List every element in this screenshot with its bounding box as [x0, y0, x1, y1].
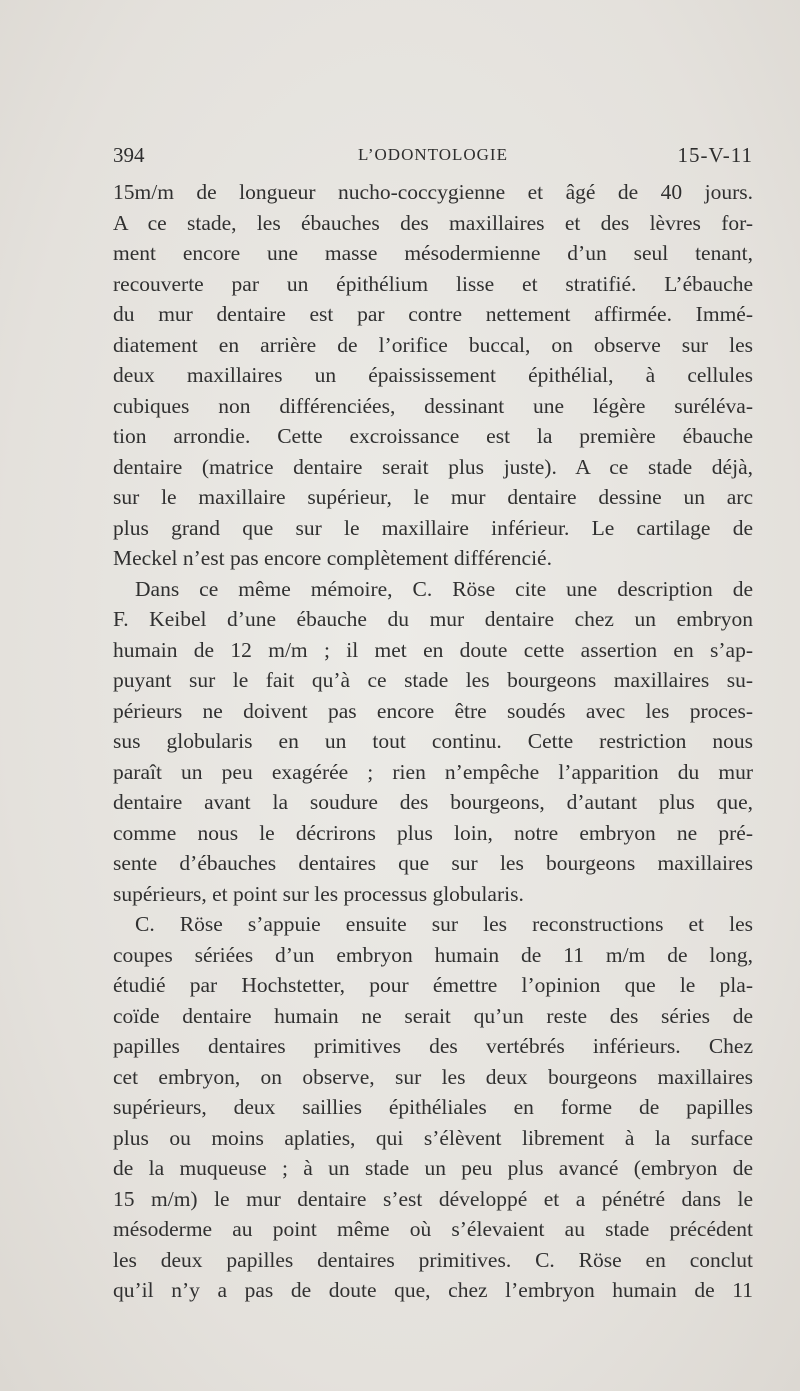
text-line: du mur dentaire est par contre nettement affirmée. Immé- — [113, 302, 753, 326]
text-line: F. Keibel d’une ébauche du mur dentaire chez un embryon — [113, 607, 753, 631]
text-line: Dans ce même mémoire, C. Röse cite une description de — [135, 576, 753, 601]
text-line: 15m/m de longueur nucho-coccygienne et âgé de 40 jours. — [113, 180, 753, 204]
text-line: qu’il n’y a pas de doute que, chez l’embryon humain de 11 — [113, 1278, 753, 1302]
body-text — [113, 177, 753, 1306]
text-line: étudié par Hochstetter, pour émettre l’opinion que le pla- — [113, 973, 753, 997]
text-line: cubiques non différenciées, dessinant une légère suréléva- — [113, 393, 753, 418]
text-line: ment encore une masse mésodermienne d’un seul tenant, — [113, 241, 753, 265]
text-line: papilles dentaires primitives des vertébrés inférieurs. Chez — [113, 1034, 753, 1058]
text-line: deux maxillaires un épaississement épithélial, à cellules — [113, 363, 753, 387]
text-line: les deux papilles dentaires primitives. C. Röse en conclut — [113, 1247, 753, 1272]
text-line: périeurs ne doivent pas encore être soudés avec les proces- — [113, 698, 753, 723]
text-line: puyant sur le fait qu’à ce stade les bourgeons maxillaires su- — [113, 668, 753, 692]
text-line: recouverte par un épithélium lisse et stratifié. L’ébauche — [113, 271, 753, 296]
page-number: 394 — [113, 143, 145, 167]
text-line: plus ou moins aplaties, qui s’élèvent librement à la surface — [113, 1125, 753, 1150]
issue-date: 15-V-11 — [677, 143, 753, 167]
text-line: comme nous le décrirons plus loin, notre embryon ne pré- — [113, 820, 753, 845]
text-line: dentaire avant la soudure des bourgeons, d’autant plus que, — [113, 790, 753, 814]
text-line: plus grand que sur le maxillaire inférieur. Le cartilage de — [113, 515, 753, 540]
text-line: supérieurs, deux saillies épithéliales en forme de papilles — [113, 1095, 753, 1119]
running-head — [113, 143, 753, 169]
text-line: humain de 12 m/m ; il met en doute cette assertion en s’ap- — [113, 637, 753, 662]
text-line: mésoderme au point même où s’élevaient au stade précédent — [113, 1217, 753, 1241]
text-line: C. Röse s’appuie ensuite sur les reconstructions et les — [135, 912, 753, 936]
text-line: sur le maxillaire supérieur, le mur dentaire dessine un arc — [113, 485, 753, 509]
text-line: sente d’ébauches dentaires que sur les bourgeons maxillaires — [113, 851, 753, 875]
text-line: sus globularis en un tout continu. Cette restriction nous — [113, 729, 753, 753]
text-line: coupes sériées d’un embryon humain de 11 m/m de long, — [113, 942, 753, 967]
text-line: 15 m/m) le mur dentaire s’est développé et a pénétré dans le — [113, 1186, 753, 1211]
text-line: coïde dentaire humain ne serait qu’un reste des séries de — [113, 1003, 753, 1028]
text-line: tion arrondie. Cette excroissance est la première ébauche — [113, 424, 753, 448]
text-line: de la muqueuse ; à un stade un peu plus avancé (embryon de — [113, 1156, 753, 1180]
text-line: dentaire (matrice dentaire serait plus juste). A ce stade déjà, — [113, 454, 753, 479]
text-line: Meckel n’est pas encore complètement différencié. — [113, 546, 552, 570]
text-line: supérieurs, et point sur les processus globularis. — [113, 881, 524, 906]
text-line: cet embryon, on observe, sur les deux bourgeons maxillaires — [113, 1064, 753, 1089]
text-line: A ce stade, les ébauches des maxillaires et des lèvres for- — [113, 210, 753, 235]
journal-title: L’ODONTOLOGIE — [358, 145, 508, 164]
text-line: diatement en arrière de l’orifice buccal, on observe sur les — [113, 332, 753, 357]
text-line: paraît un peu exagérée ; rien n’empêche l’apparition du mur — [113, 759, 753, 784]
